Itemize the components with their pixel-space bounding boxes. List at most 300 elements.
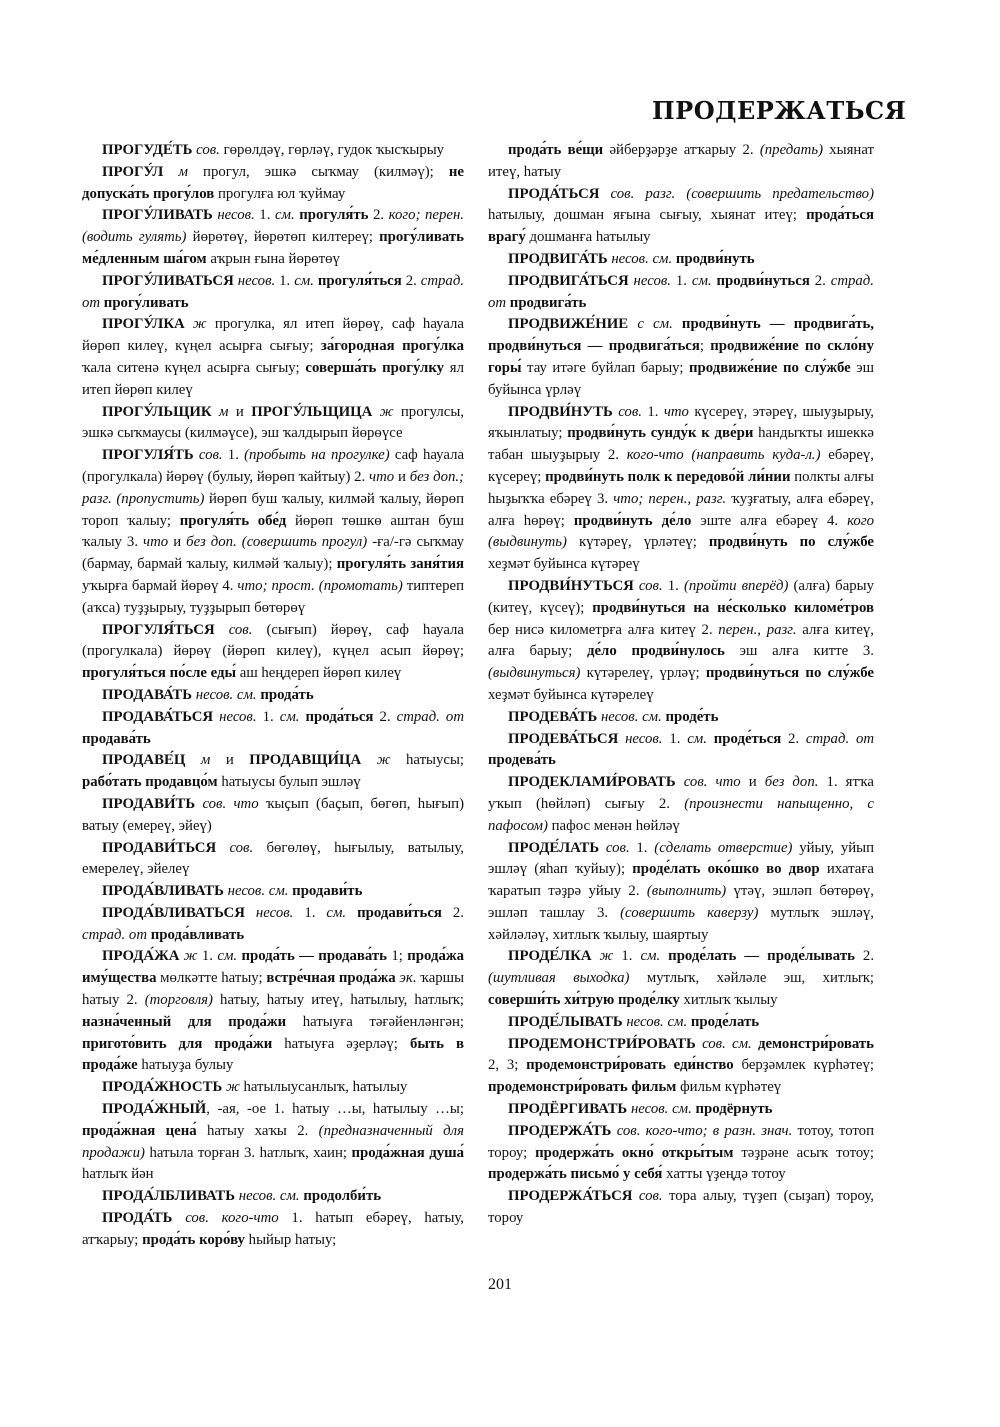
headword: ПРОДВИГА́ТЬСЯ <box>508 272 629 289</box>
translation-text: прогул, эшкә сыҡмау (килмәү); <box>187 163 449 180</box>
example-phrase: прода́ть коро́ву <box>142 1231 245 1248</box>
dictionary-entry <box>488 314 874 401</box>
translation-text: эште алға ебәреү 4. <box>691 512 848 529</box>
translation-text: һатыу, һатыу итеү, һатылыу, һатлыҡ; <box>212 992 465 1009</box>
translation-text: ҡала ситенә күңел асырға сығыу; <box>82 359 306 376</box>
headword: ПРОДА́ТЬСЯ <box>508 185 600 202</box>
dictionary-entry <box>488 271 874 315</box>
translation-text: мөлкәтте һатыу; <box>156 970 267 987</box>
dictionary-entry <box>82 620 464 685</box>
grammar-label: сов. <box>638 577 663 594</box>
example-phrase: прогу́ливать <box>103 294 189 311</box>
translation-text: пафос менән һөйләү <box>547 817 680 834</box>
translation-text <box>599 840 606 856</box>
headword: ПРОГУ́ЛИВАТЬ <box>102 207 213 224</box>
dictionary-entry <box>82 402 464 446</box>
translation-text: һатлыҡ йән <box>82 1166 154 1183</box>
headword: ПРОДЕКЛАМИ́РОВАТЬ <box>508 774 676 791</box>
dictionary-entry <box>488 772 874 837</box>
translation-text: күтәреү, үрләтеү; <box>566 534 709 551</box>
headword: ПРОДВИЖЕ́НИЕ <box>508 316 629 333</box>
grammar-label: (торговля) <box>144 992 213 1009</box>
dictionary-entry <box>488 1186 874 1230</box>
example-phrase: продави́ться <box>357 904 442 921</box>
translation-text: бөгөлөү, һығылыу, ватылыу, емерелеү, эйелеү <box>82 839 464 878</box>
translation-text: эш алға китте 3. <box>724 643 874 660</box>
headword: ПРОДАВИ́ТЬ <box>102 795 196 812</box>
example-phrase: прода́вливать <box>150 926 245 943</box>
grammar-label: несов. <box>217 207 255 224</box>
headword: ПРОДЕМОНСТРИ́РОВАТЬ <box>508 1035 696 1052</box>
headword: ПРОДАВА́ТЬ <box>102 686 193 703</box>
dictionary-entry <box>488 249 874 271</box>
translation-text: саф һауала (прогулкала) йөрөү (булыу, йөрөп ҡайтыу) 2. <box>82 447 465 485</box>
grammar-label: ж <box>225 1079 240 1096</box>
page-number: 201 <box>488 1276 512 1293</box>
grammar-label: кого (выдвинуть) <box>488 512 874 551</box>
translation-text: 1. <box>275 272 295 289</box>
translation-text <box>361 752 377 768</box>
example-phrase: продви́нуться <box>716 272 810 289</box>
headword: ПРОДВИГА́ТЬ <box>508 250 608 267</box>
grammar-label: м <box>200 752 211 769</box>
headword: ПРОДА́ЖА <box>102 948 180 965</box>
translation-text: 1. <box>670 272 692 289</box>
translation-text: 2. <box>854 948 875 965</box>
grammar-label: несов. см. <box>238 1188 300 1205</box>
example-phrase: прода́жа иму́щества <box>82 948 464 987</box>
grammar-label: что; прост. (промотать) <box>237 577 403 594</box>
running-head: ПРОДЕРЖАТЬСЯ <box>652 96 907 125</box>
translation-text <box>599 186 610 202</box>
translation-text: 2. <box>781 730 806 747</box>
headword: ПРОДА́ЛБЛИВАТЬ <box>102 1188 236 1205</box>
translation-text: тора алыу, түҙеп (сыҙап) тороу, тороу <box>488 1188 874 1227</box>
example-phrase: прода́жная душа́ <box>351 1144 464 1161</box>
grammar-label: ж <box>376 752 391 769</box>
example-phrase: прода́ться врагу́ <box>488 207 874 246</box>
translation-text: 1. <box>662 577 684 594</box>
grammar-label: сов. что <box>683 774 741 791</box>
translation-text: прогулка, ял итеп йөрөү, саф һауала йөрөп килеү, күңел асырға сығыу; <box>82 316 465 355</box>
translation-text: 1; <box>387 948 408 965</box>
example-phrase: продви́нуть — продвига́ть, продви́нуться — продвига́ться <box>488 316 875 355</box>
translation-text: үтәү, эшләп бөтөрөү, эшләп ташлау 3. <box>488 883 875 921</box>
headword: ПРОГУ́ЛИВАТЬСЯ <box>102 272 234 289</box>
translation-text <box>163 164 178 180</box>
translation-text: , -ая, -ое 1. һатыу …ы, һатылыу …ы; <box>206 1101 464 1118</box>
headword: ПРОГУ́Л <box>102 163 164 180</box>
translation-text: һатыусы булып эшләү <box>217 774 361 791</box>
headword: ПРОДЕРЖА́ТЬ <box>508 1122 612 1139</box>
headword: ПРОГУЛЯ́ТЬ <box>102 447 194 464</box>
example-phrase: продёрнуть <box>695 1101 773 1118</box>
grammar-label: сов. <box>618 403 642 420</box>
example-phrase: продви́нуться на не́сколько киломе́тров <box>592 599 874 616</box>
headword: ПРОГУДЕ́ТЬ <box>102 142 193 158</box>
translation-text: 2. <box>373 708 397 725</box>
dictionary-entry <box>82 271 464 315</box>
translation-text: полкты алғы һыҙыҡҡа ебәреү 3. <box>488 468 874 507</box>
dictionary-entry <box>488 707 874 729</box>
dictionary-entry <box>488 140 874 184</box>
example-phrase: продолби́ть <box>303 1188 382 1205</box>
translation-text: 2, 3; <box>488 1057 527 1074</box>
grammar-label: сов. см. <box>702 1035 752 1052</box>
example-phrase: рабо́тать продавцо́м <box>82 774 218 791</box>
translation-text: хыянат итеү, һатыу <box>488 142 874 180</box>
translation-text <box>185 316 193 332</box>
headword: ПРОДЕВА́ТЬСЯ <box>508 730 619 747</box>
translation-text: хеҙмәт буйынса күтәрелеү <box>488 686 654 703</box>
example-phrase: продви́нуть полк к передово́й ли́нии <box>545 468 791 485</box>
dictionary-entry <box>82 1208 464 1252</box>
headword: ПРОДЕРЖА́ТЬСЯ <box>508 1188 633 1205</box>
translation-text: 2. <box>809 272 831 289</box>
grammar-label: страд. от <box>488 272 874 311</box>
translation-text <box>676 774 684 790</box>
grammar-label: (пройти вперёд) <box>683 577 789 594</box>
grammar-label: (пробыть на прогулке) <box>244 447 390 464</box>
example-phrase: прогуля́ться по́сле еды́ <box>82 665 237 682</box>
translation-text <box>172 1210 185 1226</box>
headword: ПРОГУЛЯ́ТЬСЯ <box>102 621 215 638</box>
translation-text: ; <box>699 338 711 355</box>
example-phrase: продави́ть <box>292 883 363 900</box>
headword: ПРОДЕ́ЛАТЬ <box>508 839 600 856</box>
translation-text: ихатаға ҡаратып тәҙрә уйыу 2. <box>488 861 874 900</box>
translation-text: уйыу, уйып эшләү (яһап ҡуйыу); <box>488 839 875 878</box>
translation-text: ҡыҫып (баҫып, бөгөп, һығып) ватыу (емереү, эйеү) <box>82 795 465 834</box>
example-phrase: прогу́ливать ме́дленным ша́гом <box>82 229 464 267</box>
example-phrase: прогуля́ть <box>299 207 369 224</box>
grammar-label: ж <box>379 403 394 420</box>
translation-text: дошманға һатылыу <box>525 229 651 246</box>
example-phrase: прода́ться <box>305 708 374 725</box>
grammar-label: ж <box>599 948 614 965</box>
dictionary-entry <box>82 1077 464 1099</box>
grammar-label: м <box>178 163 188 180</box>
translation-text: күтәрелеү, үрләү; <box>580 665 706 682</box>
example-phrase: прогуля́ться <box>317 272 402 289</box>
example-phrase: соверши́ть хи́трую проде́лку <box>488 992 680 1009</box>
translation-text: һатылыусанлыҡ, һатылыу <box>239 1079 408 1096</box>
headword: ПРОДЕ́ЛЫВАТЬ <box>508 1013 623 1030</box>
headword: ПРОДВИ́НУТЬ <box>508 403 613 420</box>
example-phrase: проде́ться <box>713 730 782 747</box>
grammar-label: сов. <box>198 447 223 464</box>
grammar-label: ж <box>192 316 207 333</box>
example-phrase: продви́нуть сунду́к к две́ри <box>567 425 754 442</box>
translation-text: хатты үҙеңдә тотоу <box>662 1166 786 1183</box>
grammar-label: кого; перен. (водить гулять) <box>82 207 465 246</box>
translation-text: берҙәмлек күрһәтеү; <box>733 1057 874 1074</box>
dictionary-entry <box>82 1099 464 1186</box>
translation-text: һатыусы; <box>390 752 464 769</box>
translation-text <box>592 948 600 964</box>
example-phrase: не допуска́ть прогу́лов <box>82 163 464 202</box>
translation-text: ҡаршы һатыу 2. <box>82 970 465 1009</box>
dictionary-entry <box>82 881 464 903</box>
grammar-label: (произнести напыщенно, с пафосом) <box>488 795 874 834</box>
translation-text: йөрөп төшкө аштан буш ҡалыу 3. <box>82 512 465 551</box>
grammar-label: см. <box>687 730 707 747</box>
translation-text: һатылыу, дошман яғына сығыу, хыянат итеү; <box>488 207 807 224</box>
grammar-label: (предать) <box>759 142 823 158</box>
headword: ПРОДА́ВЛИВАТЬСЯ <box>102 904 245 921</box>
example-phrase: встре́чная прода́жа <box>266 970 396 987</box>
translation-text <box>660 948 668 964</box>
dictionary-entry <box>488 1121 874 1186</box>
dictionary-entry <box>82 445 464 619</box>
example-phrase: назна́ченный для прода́жи <box>82 1013 287 1030</box>
translation-text: 1. <box>641 403 664 420</box>
grammar-label: эк. <box>399 970 417 987</box>
grammar-label: несов. см. <box>600 708 662 725</box>
grammar-label: см. <box>691 272 712 289</box>
grammar-label: сов. кого-что <box>185 1210 279 1227</box>
dictionary-entry <box>82 1186 464 1208</box>
translation-text: һатыуға тәғәйенләнгән; <box>286 1013 464 1030</box>
grammar-label: перен., разг. <box>718 621 797 638</box>
headword: ПРОГУ́ЛЬЩИЦА <box>251 403 373 420</box>
example-phrase: проде́лать око́шко во двор <box>632 861 820 878</box>
translation-text: гөрөлдәү, гөрләү, гудок ҡысҡырыу <box>219 142 445 158</box>
grammar-label: см. <box>274 207 295 224</box>
translation-text: аҡрын ғына йөрөтөү <box>206 250 340 267</box>
grammar-label: (предназначенный для продажи) <box>82 1122 464 1161</box>
example-phrase: демонстри́ровать <box>758 1035 874 1052</box>
grammar-label: несов. <box>625 730 663 747</box>
dictionary-entry <box>488 576 874 707</box>
headword: ПРОДАВЕ́Ц <box>102 752 186 769</box>
translation-text: күсереү, этәреү, шыуҙырыу, яҡынлатыу; <box>488 403 874 442</box>
grammar-label: сов. <box>228 621 253 638</box>
grammar-label: сов. что <box>202 795 259 812</box>
translation-text <box>346 905 357 921</box>
headword: ПРОДАВИ́ТЬСЯ <box>102 839 217 856</box>
dictionary-entry <box>82 707 464 751</box>
translation-text: и <box>210 752 250 769</box>
headword: ПРОДЕ́ЛКА <box>508 948 592 965</box>
example-phrase: продева́ть <box>488 752 556 769</box>
translation-text: 1. <box>629 839 655 856</box>
example-phrase: продава́ть <box>82 730 151 747</box>
grammar-label: страд. от <box>396 708 465 725</box>
example-phrase: проде́лать <box>690 1013 760 1030</box>
translation-text: һатыу хаҡы 2. <box>196 1122 319 1139</box>
dictionary-entry <box>82 946 464 1077</box>
grammar-label: (выполнить) <box>646 883 727 900</box>
grammar-label: без доп. (совершить прогул) <box>186 534 368 551</box>
dictionary-entry <box>488 1099 874 1121</box>
translation-text: һатыла торған 3. һатлыҡ, хаин; <box>144 1144 352 1161</box>
dictionary-entry <box>82 205 464 270</box>
grammar-label: см. <box>294 272 314 289</box>
headword: ПРОДАВЩИ́ЦА <box>249 752 362 769</box>
grammar-label: ж <box>183 948 198 965</box>
example-phrase: проде́ть <box>665 708 719 725</box>
translation-text: 2. <box>368 207 389 224</box>
example-phrase: прогуля́ть обе́д <box>179 512 287 529</box>
dictionary-entry <box>82 794 464 838</box>
grammar-label: сов. <box>196 142 220 158</box>
example-phrase: пригото́вить для прода́жи <box>82 1035 273 1052</box>
example-phrase: продержа́ть письмо́ у себя́ <box>488 1166 663 1183</box>
dictionary-entry <box>82 314 464 401</box>
translation-text: һандыҡты ишеккә табан шыуҙырыу 2. <box>488 425 874 464</box>
translation-text: 1. һатып ебәреү, һатыу, атҡарыу; <box>82 1210 464 1248</box>
translation-text: (алға) барыу (китеү, күсеү); <box>488 577 874 616</box>
translation-text: ҡуҙғатыу, алға ебәреү, алға һөрөү; <box>488 490 874 529</box>
dictionary-entry <box>488 1012 874 1034</box>
grammar-label: сов. <box>638 1188 663 1205</box>
translation-text: мутлыҡ эшләү, хәйләләү, хитлыҡ ҡылыу, шаяртыу <box>488 904 874 943</box>
example-phrase: прода́ть <box>260 686 314 703</box>
translation-text <box>215 622 229 638</box>
grammar-label: несов. см. <box>227 883 289 900</box>
dictionary-entry <box>82 685 464 707</box>
translation-text: ебәреү, күсереү; <box>488 447 874 485</box>
headword: ПРОДА́ВЛИВАТЬ <box>102 883 224 900</box>
dictionary-entry <box>82 162 464 206</box>
translation-text <box>212 404 219 420</box>
grammar-label: сов. разг. (совершить предательство) <box>610 185 874 202</box>
example-phrase: продви́нуть <box>675 250 755 267</box>
translation-text: һыйыр һатыу; <box>244 1231 337 1248</box>
example-phrase: продемонстри́ровать фильм <box>488 1079 677 1096</box>
grammar-label: несов. см. <box>611 250 673 267</box>
translation-text: әйберҙәрҙе атҡарыу 2. <box>603 142 760 158</box>
grammar-label: (шутливая выходка) <box>488 970 630 987</box>
translation-text: тау итәге буйлап барыу; <box>521 359 689 376</box>
headword: ПРОДА́ЖНОСТЬ <box>102 1079 223 1096</box>
grammar-label: кого-что (направить куда-л.) <box>626 447 821 464</box>
grammar-label: несов. см. <box>630 1101 692 1118</box>
translation-text: йөрөтөү, йөрөтөп килтереү; <box>186 229 380 246</box>
translation-text: хитлыҡ ҡылыу <box>679 992 778 1009</box>
translation-text <box>372 404 379 420</box>
translation-text: алға китеү, алға барыу; <box>488 621 875 660</box>
translation-text: тотоу, тотоп тороу; <box>488 1122 874 1161</box>
translation-text <box>628 316 637 332</box>
grammar-label: см. <box>640 948 661 965</box>
headword: ПРОДА́ЖНЫЙ <box>102 1101 207 1118</box>
translation-text: 1. <box>293 904 327 921</box>
grammar-label: см. <box>279 708 300 725</box>
example-phrase: продви́нуться по слу́жбе <box>705 665 874 682</box>
dictionary-entry <box>82 903 464 947</box>
grammar-label: несов. <box>237 272 276 289</box>
dictionary-entry <box>488 1034 874 1099</box>
grammar-label: без доп. <box>764 774 819 791</box>
dictionary-entry <box>82 838 464 882</box>
grammar-label: см. <box>326 904 347 921</box>
translation-text <box>216 840 229 856</box>
grammar-label: что <box>369 468 395 485</box>
example-phrase: продвиже́ние по слу́жбе <box>689 359 851 376</box>
translation-text: и <box>394 468 410 485</box>
headword: ПРОДА́ТЬ <box>102 1210 173 1227</box>
example-phrase: продвиже́ние по скло́ну горы́ <box>488 338 874 376</box>
dictionary-entry <box>488 838 874 947</box>
left-column <box>82 140 464 1252</box>
grammar-label: страд. от <box>805 730 875 747</box>
grammar-label: сов. <box>605 839 630 856</box>
grammar-label: что; перен., разг. <box>613 490 727 507</box>
translation-text: фильм күрһәтеү <box>676 1079 782 1096</box>
example-phrase: продвига́ть <box>509 294 587 311</box>
grammar-label: сов. <box>229 839 254 856</box>
example-phrase: за́городная прогу́лка <box>320 338 464 355</box>
right-column <box>488 140 874 1230</box>
grammar-label: страд. от <box>82 272 465 311</box>
translation-text <box>185 752 201 768</box>
translation-text: и <box>168 534 187 551</box>
headword: ПРОДВИ́НУТЬСЯ <box>508 577 634 594</box>
grammar-label: страд. от <box>82 926 148 943</box>
grammar-label: что <box>663 403 689 420</box>
example-phrase: прода́ть — продава́ть <box>241 948 387 965</box>
translation-text: 1. <box>254 207 275 224</box>
grammar-label: м <box>219 403 229 420</box>
example-phrase: прода́ть ве́щи <box>508 142 604 158</box>
headword: ПРОГУ́ЛЬЩИК <box>102 403 212 420</box>
example-phrase: проде́лать — проде́лывать <box>668 948 855 965</box>
dictionary-entry <box>488 184 874 249</box>
headword: ПРОДЕВА́ТЬ <box>508 708 598 725</box>
dictionary-entry <box>82 750 464 794</box>
grammar-label: (выдвинуться) <box>488 665 581 682</box>
translation-text: 1. <box>662 730 688 747</box>
grammar-label: несов. см. <box>626 1013 688 1030</box>
translation-text: уҡырға бармай йөрөү 4. <box>82 577 238 594</box>
translation-text: 2. <box>441 904 465 921</box>
example-phrase: быть в прода́же <box>82 1035 464 1074</box>
translation-text: бер нисә километрға алға китеү 2. <box>488 621 719 638</box>
translation-text: йөрөп буш ҡалыу, килмәй ҡалыу, йөрөп тороп ҡалыу; <box>82 490 464 529</box>
translation-text: и <box>228 403 252 420</box>
translation-text: и <box>740 774 765 791</box>
translation-text: ял итеп йөрөп килеү <box>82 359 465 398</box>
dictionary-entry <box>488 402 874 576</box>
translation-text: тәҙрәне асыҡ тотоу; <box>733 1144 874 1161</box>
headword: ПРОГУ́ЛКА <box>102 316 185 333</box>
dictionary-entry <box>488 729 874 773</box>
translation-text: 1. ятҡа уҡып (һөйләп) сығыу 2. <box>488 774 874 812</box>
grammar-label: с см. <box>637 316 673 333</box>
translation-text: прогулсы, эшкә сыҡмаусы (килмәүсе), эш ҡалдырып йөрөүсе <box>82 403 465 442</box>
translation-text: 1. <box>613 948 641 965</box>
grammar-label: см. <box>217 948 238 965</box>
example-phrase: соверша́ть прогу́лку <box>305 359 445 376</box>
translation-text: аш һеңдереп йөрөп килеү <box>236 665 402 682</box>
translation-text: мутлыҡ, хәйләле эш, хитлыҡ; <box>629 970 874 987</box>
grammar-label: несов. <box>219 708 257 725</box>
dictionary-entry <box>488 946 874 1011</box>
translation-text: һатыуға әҙерләү; <box>272 1035 410 1052</box>
translation-text <box>707 731 714 747</box>
example-phrase: продемонстри́ровать еди́нство <box>526 1057 734 1074</box>
headword: ПРОДАВА́ТЬСЯ <box>102 708 214 725</box>
grammar-label: несов. <box>255 904 294 921</box>
example-phrase: продви́нуть по слу́жбе <box>708 534 874 551</box>
grammar-label: (совершить каверзу) <box>620 904 759 921</box>
translation-text <box>673 316 682 332</box>
grammar-label: сов. кого-что; в разн. знач. <box>616 1122 793 1139</box>
dictionary-entry <box>82 140 464 162</box>
translation-text <box>245 905 256 921</box>
